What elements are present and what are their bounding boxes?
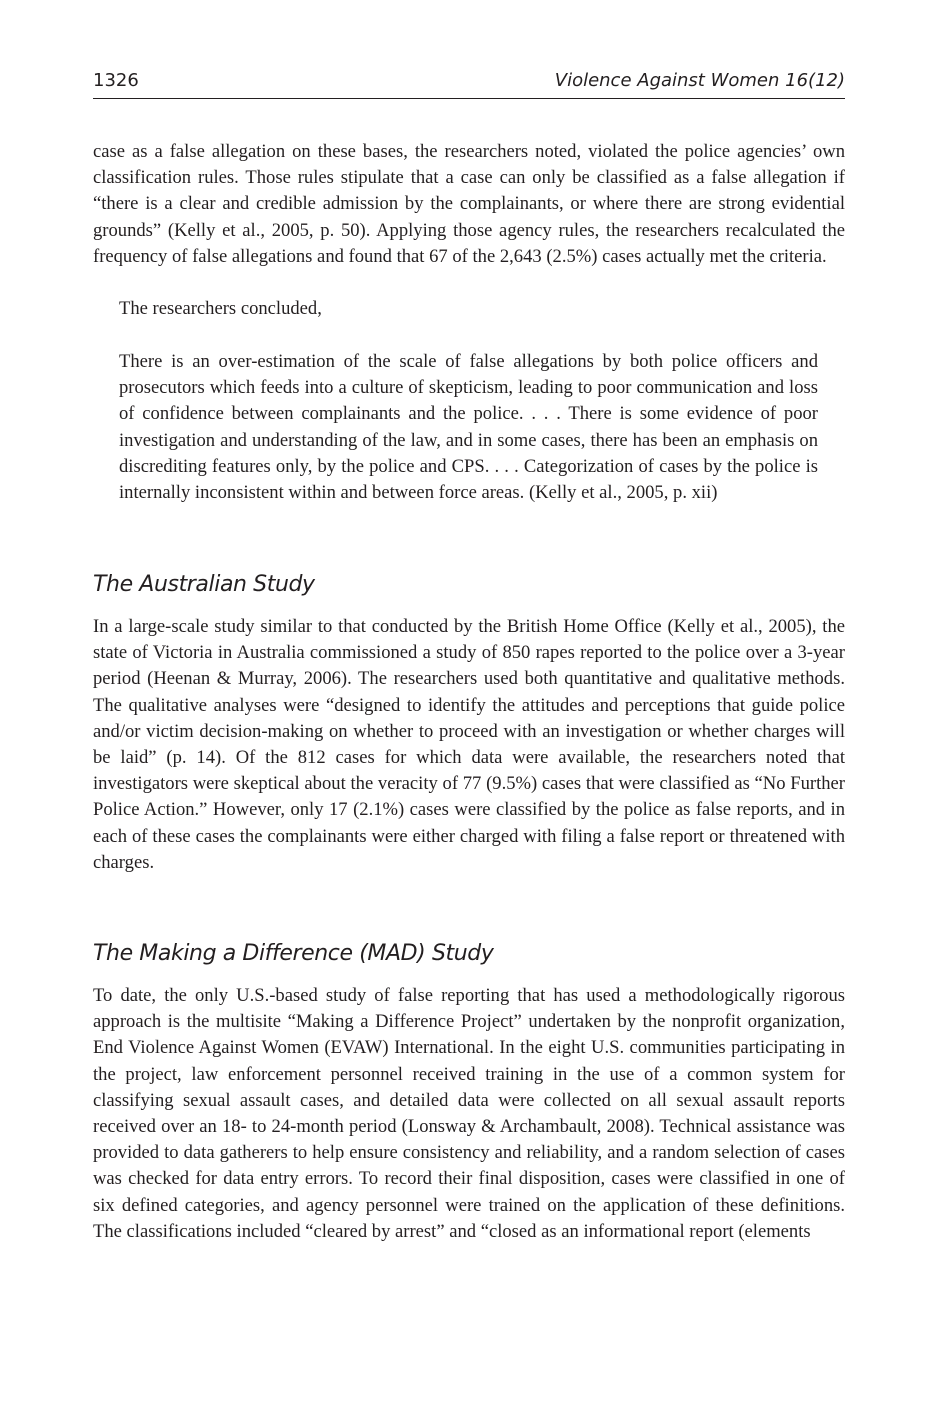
page-number: 1326 (93, 70, 139, 91)
section-heading-mad-study: The Making a Difference (MAD) Study (93, 941, 494, 966)
running-header (93, 68, 845, 99)
paragraph-mad-study: To date, the only U.S.-based study of false reporting that has used a methodologically rigorous approach is the multisite “Making a Difference Project” undertaken by the nonprofit organization, End Violence Against Women (EVAW) International. In the eight U.S. communities participating in the project, law enforcement personnel received training in the use of a common system for classifying sexual assault cases, and detailed data were collected on all sexual assault reports received over an 18- to 24-month period (Lonsway & Archambault, 2008). Technical assistance was provided to data gatherers to help ensure consistency and reliability, and a random selection of cases was checked for data entry errors. To record their final disposition, cases were classified in one of six defined categories, and agency personnel were trained on the application of these definitions. The classifications included “cleared by arrest” and “closed as an informational report (elements (93, 985, 845, 1242)
section-heading-australian-study: The Australian Study (93, 572, 315, 597)
paragraph-false-allegation-rules: case as a false allegation on these bases, the researchers noted, violated the police agencies’ own classification rules. Those rules stipulate that a case can only be classified as a false allegation if “there is a clear and credible admission by the complainants, or where there are strong evidential grounds” (Kelly et al., 2005, p. 50). Applying those agency rules, the researchers recalculated the frequency of false allegations and found that 67 of the 2,643 (2.5%) cases actually met the criteria. (93, 141, 845, 267)
paragraph-researchers-concluded: The researchers concluded, (119, 298, 322, 319)
block-quote-kelly: There is an over-estimation of the scale of false allegations by both police officers and prosecutors which feeds into a culture of skepticism, leading to poor communication and loss of confidence between complainants and the police. . . . There is some evidence of poor investigation and understanding of the law, and in some cases, there has been an emphasis on discrediting features only, by the police and CPS. . . . Categorization of cases by the police is internally inconsistent within and between force areas. (Kelly et al., 2005, p. xii) (119, 351, 818, 504)
paragraph-australian-study: In a large-scale study similar to that conducted by the British Home Office (Kelly et al., 2005), the state of Victoria in Australia commissioned a study of 850 rapes reported to the police over a 3-year period (Heenan & Murray, 2006). The researchers used both quantitative and qualitative methods. The qualitative analyses were “designed to identify the attitudes and perceptions that guide police and/or victim decision-making on whether to proceed with an investigation or whether charges will be laid” (p. 14). Of the 812 cases for which data were available, the researchers noted that investigators were skeptical about the veracity of 77 (9.5%) cases that were classified as “No Further Police Action.” However, only 17 (2.1%) cases were classified by the police as false reports, and in each of these cases the complainants were either charged with filing a false report or threatened with charges. (93, 616, 845, 873)
journal-title: Violence Against Women 16(12) (554, 70, 845, 91)
